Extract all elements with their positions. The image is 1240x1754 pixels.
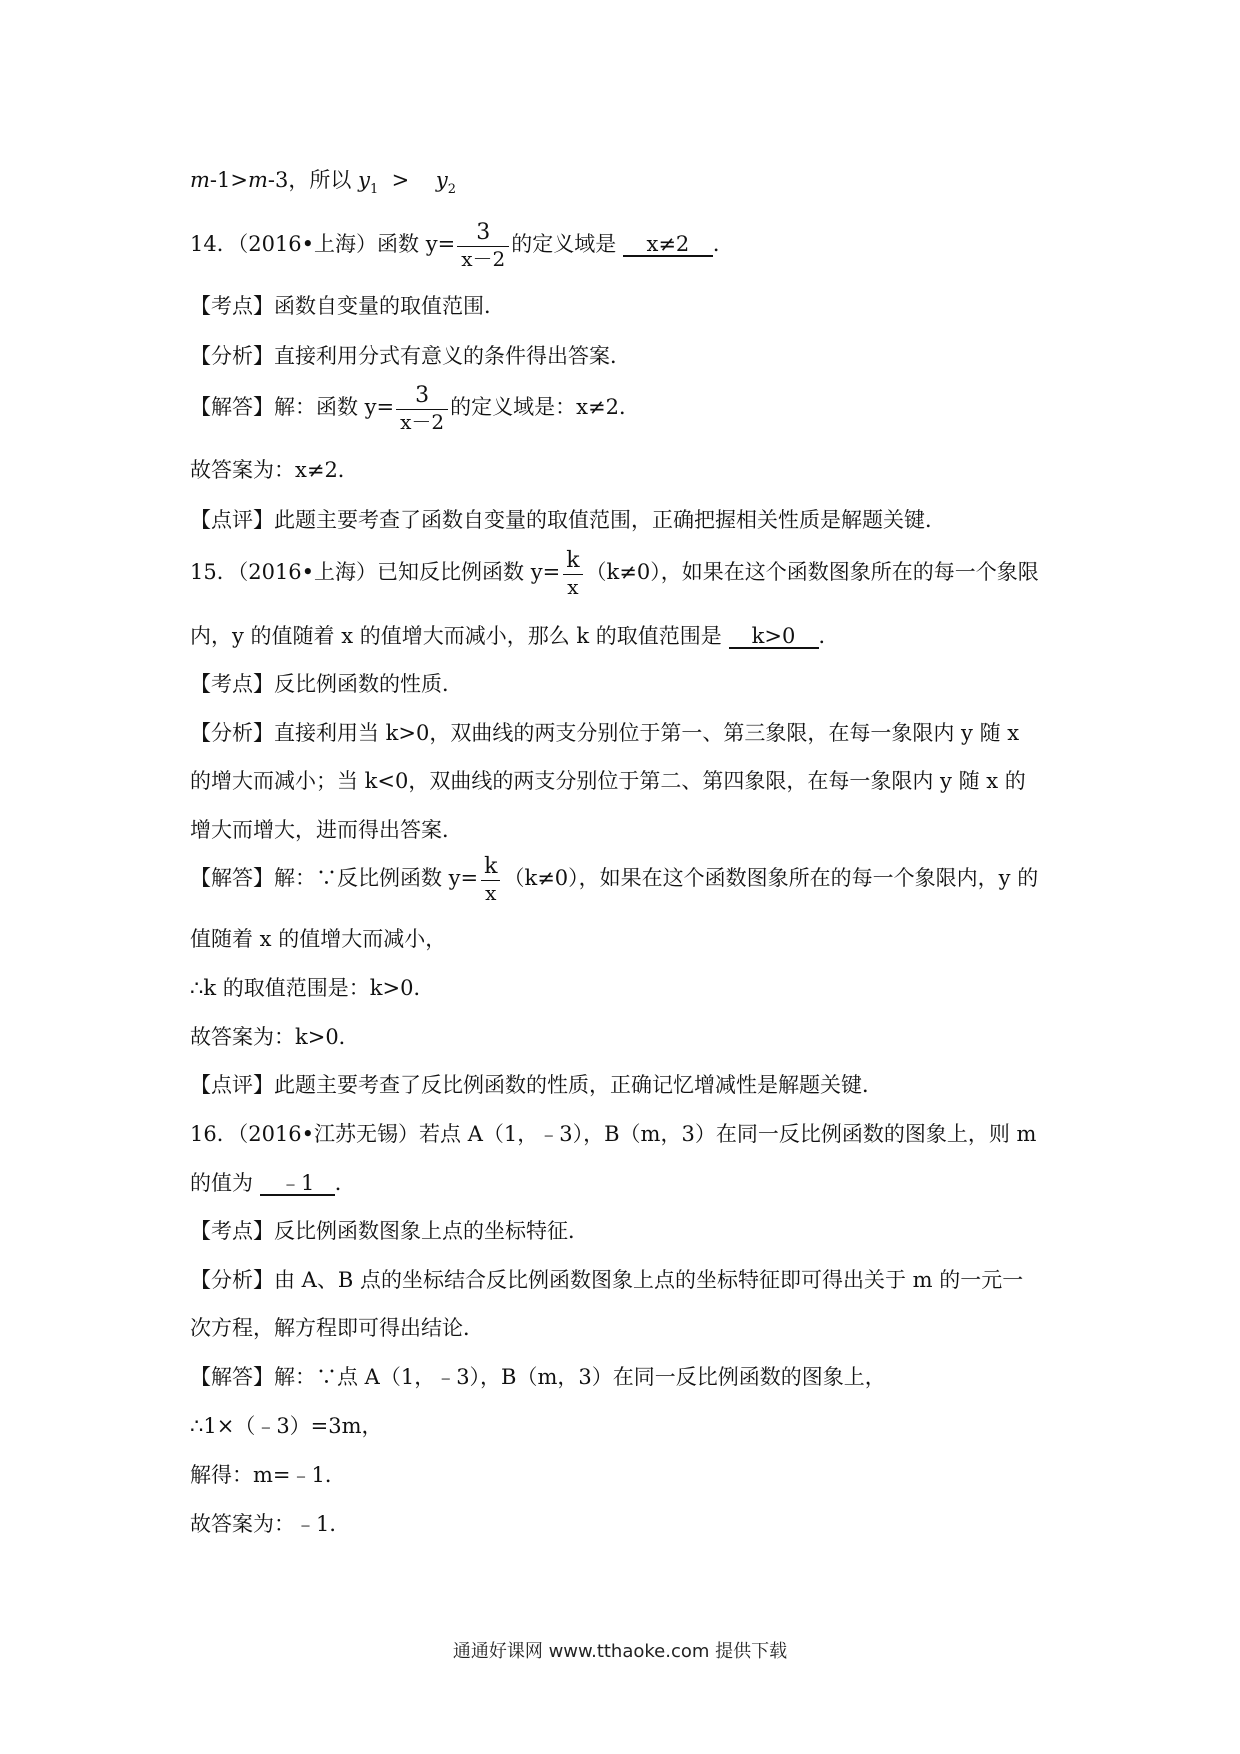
q16-jieda-1: 【解答】解：∵点 A（1，﹣3），B（m，3）在同一反比例函数的图象上， <box>190 1365 886 1389</box>
q16-jieda-3: 解得：m=﹣1． <box>190 1463 346 1487</box>
q15-jieda: 【解答】解：∵反比例函数 y= $\frac{k}{x}$ （k≠0），如果在这个函数图象所在的每一个象限内，y 的 <box>190 854 1039 905</box>
question-16: 16．（2016•江苏无锡）若点 A（1，﹣3），B（m，3）在同一反比例函数的图象上，则 m <box>190 1122 1037 1146</box>
fraction: $\frac{k}{x}$ <box>480 856 501 903</box>
q14-jieda: 【解答】解：函数 y= $\frac{3}{x-2}$ 的定义域是：x≠2． <box>190 383 640 434</box>
answer-blank: ﹣1 <box>260 1172 335 1196</box>
q15-jieda-2: 值随着 x 的值增大而减小， <box>190 927 447 951</box>
fraction: $\frac{k}{x}$ <box>562 550 583 597</box>
question-15: 15．（2016•上海）已知反比例函数 y= $\frac{k}{x}$ （k≠0），如果在这个函数图象所在的每一个象限 <box>190 548 1039 599</box>
question-16-line2: 的值为 ﹣1 ． <box>190 1171 356 1195</box>
q15-fenxi-2: 的增大而减小；当 k<0，双曲线的两支分别位于第二、第四象限，在每一象限内 y 随 x 的 <box>190 769 1026 793</box>
question-15-line2: 内，y 的值随着 x 的值增大而减小，那么 k 的取值范围是 k>0 ． <box>190 624 840 648</box>
q15-fenxi-3: 增大而增大，进而得出答案． <box>190 818 463 842</box>
q14-answer: 故答案为：x≠2． <box>190 458 359 482</box>
q15-jieda-3: ∴k 的取值范围是：k>0． <box>190 976 435 1000</box>
fraction: $\frac{3}{x-2}$ <box>457 222 509 269</box>
q16-jieda-2: ∴1×（﹣3）=3m， <box>190 1414 383 1438</box>
q14-kaodian: 【考点】函数自变量的取值范围． <box>190 294 505 318</box>
q15-answer: 故答案为：k>0． <box>190 1025 360 1049</box>
q15-dianping: 【点评】此题主要考查了反比例函数的性质，正确记忆增减性是解题关键． <box>190 1073 883 1097</box>
question-14: 14．（2016•上海）函数 y= $\frac{3}{x-2}$ 的定义域是 x≠2 ． <box>190 220 734 271</box>
continuation-line: m-1>m-3，所以 $y_1$ > $y_2$ <box>190 168 457 197</box>
q16-fenxi-2: 次方程，解方程即可得出结论． <box>190 1316 484 1340</box>
q16-answer: 故答案为：﹣1． <box>190 1512 351 1536</box>
answer-blank: x≠2 <box>623 233 713 257</box>
answer-blank: k>0 <box>729 625 819 649</box>
q15-kaodian: 【考点】反比例函数的性质． <box>190 672 463 696</box>
page-footer: 通通好课网 www.tthaoke.com 提供下载 <box>452 1641 788 1662</box>
q16-kaodian: 【考点】反比例函数图象上点的坐标特征． <box>190 1219 589 1243</box>
q16-fenxi-1: 【分析】由 A、B 点的坐标结合反比例函数图象上点的坐标特征即可得出关于 m 的一元一 <box>190 1268 1024 1292</box>
fraction: $\frac{3}{x-2}$ <box>396 385 448 432</box>
q14-dianping: 【点评】此题主要考查了函数自变量的取值范围，正确把握相关性质是解题关键． <box>190 508 946 532</box>
q14-fenxi: 【分析】直接利用分式有意义的条件得出答案． <box>190 344 631 368</box>
q15-fenxi-1: 【分析】直接利用当 k>0，双曲线的两支分别位于第一、第三象限，在每一象限内 y 随 x <box>190 721 1020 745</box>
